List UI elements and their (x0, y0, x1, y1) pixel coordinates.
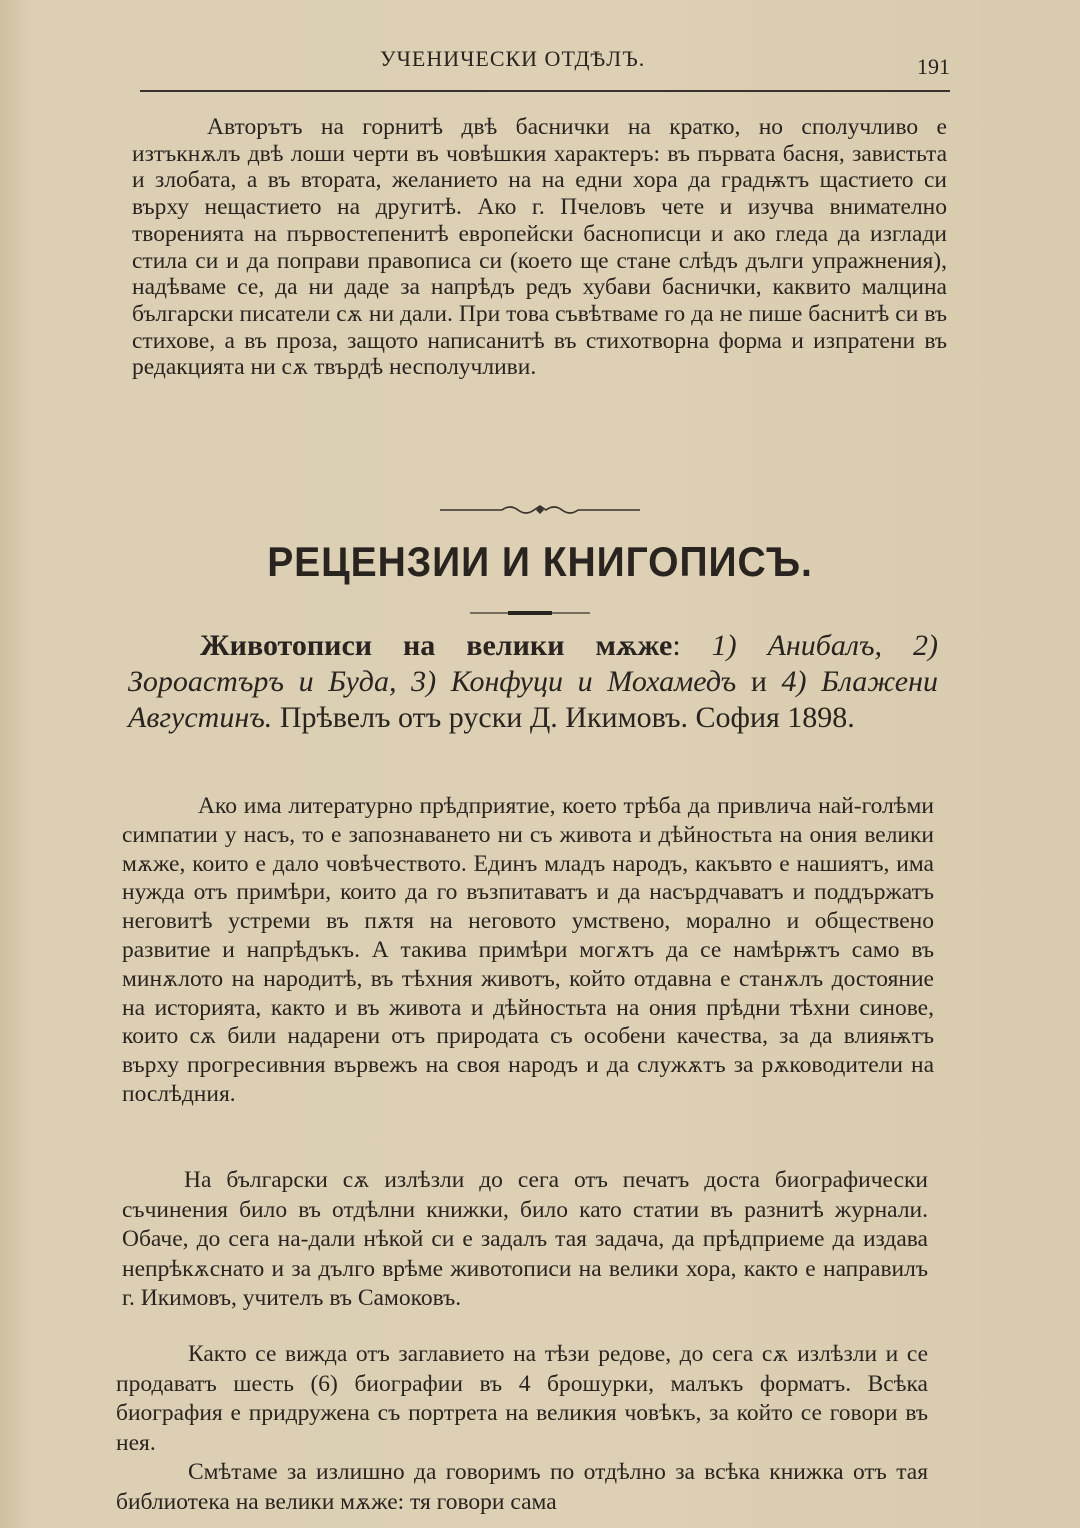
section-heading: РЕЦЕНЗИИ И КНИГОПИСЪ. (267, 538, 813, 585)
running-header (140, 42, 950, 92)
paragraph-fable-review: Авторътъ на горнитѣ двѣ баснички на кратко, но сполучливо е изтъкнѫлъ двѣ лоши черти въ човѣшкия характеръ: въ първата басня, завистьта и злобата, а въ втората, желанието на на едни хора да градѭтъ щастието си върху нещастието на другитѣ. Ако г. Пчеловъ чете и изучва внимателно творенията на първостепенитѣ европейски баснописци и ако гледа да изглади стила си и да поправи правописа си (което ще стане слѣдъ дълги упражнения), надѣваме се, да ни даде за напрѣдъ редъ хубави баснички, каквито малцина български писатели сѫ ни дали. При това съвѣтваме го да не пише баснитѣ си въ стихове, а въ проза, защото написанитѣ въ стихотворна форма и изпратени въ редакцията ни сѫ твърдѣ несполучливи. (132, 114, 947, 381)
book-entry (128, 628, 938, 736)
page-number: 191 (917, 54, 950, 79)
paragraph-library: Смѣтаме за излишно да говоримъ по отдѣлно за всѣка книжка отъ тая библиотека на велики мѫже: тя говори сама (116, 1459, 928, 1515)
entry-and: и (736, 665, 782, 698)
entry-colon: : (672, 629, 712, 662)
heading-rule (470, 610, 590, 616)
paragraph-biographies: На български сѫ излѣзли до сега отъ печатъ доста биографически съчинения било въ отдѣлни книжки, било като статии въ разнитѣ журнали. Обаче, до сега на-дали нѣкой си е задалъ тая задача, да прѣдприеме да издава непрѣкѫснато и за дълго врѣме животописи на велики хора, както е направилъ г. Икимовъ, учителъ въ Самоковъ. (122, 1167, 928, 1312)
running-title: УЧЕНИЧЕСКИ ОТДѢЛЪ. (380, 46, 646, 71)
paragraph-brochures: Както се вижда отъ заглавието на тѣзи редове, до сега сѫ излѣзли и се продаватъ шесть (6) биографии въ 4 брошурки, малъкъ форматъ. Всѣка биография е придружена съ портрета на великия човѣкъ, за който се говори въ нея. (116, 1341, 928, 1456)
entry-translation: Прѣвелъ отъ руски Д. Икимовъ. София 1898. (272, 701, 855, 734)
entry-title: Животописи на велики мѫже (200, 629, 673, 662)
ornament-divider (440, 500, 640, 520)
entry-works: 1) Анибалъ, 2) Зороастъръ и Буда, 3) Конфуци и Мохамедъ (128, 629, 938, 698)
paragraph-literary-enterprise: Ако има литературно прѣдприятие, което трѣба да привлича най-голѣми симпатии у насъ, то е запознаването ни съ живота и дѣйностьта на ония велики мѫже, които е дало човѣчеството. Единъ младъ народъ, какъвто е нашиятъ, има нужда отъ примѣри, които да го възпитаватъ и да насърдчаватъ и поддържатъ неговитѣ устреми въ пѫтя на неговото умствено, морално и обществено развитие и напрѣдъкъ. А такива примѣри могѫтъ да се намѣрѭтъ само въ минѫлото на народитѣ, въ тѣхния животъ, който отдавна е станѫлъ достояние на историята, както и въ живота и дѣйностьта на ония прѣдни тѣхни синове, които сѫ били надарени отъ природата съ особени качества, за да влияѭтъ върху прогресивния вървежъ на своя народъ и да служѫтъ за рѫководители на послѣдния. (122, 793, 934, 1107)
entry-last-work: 4) Блажени Августинъ. (128, 665, 938, 734)
